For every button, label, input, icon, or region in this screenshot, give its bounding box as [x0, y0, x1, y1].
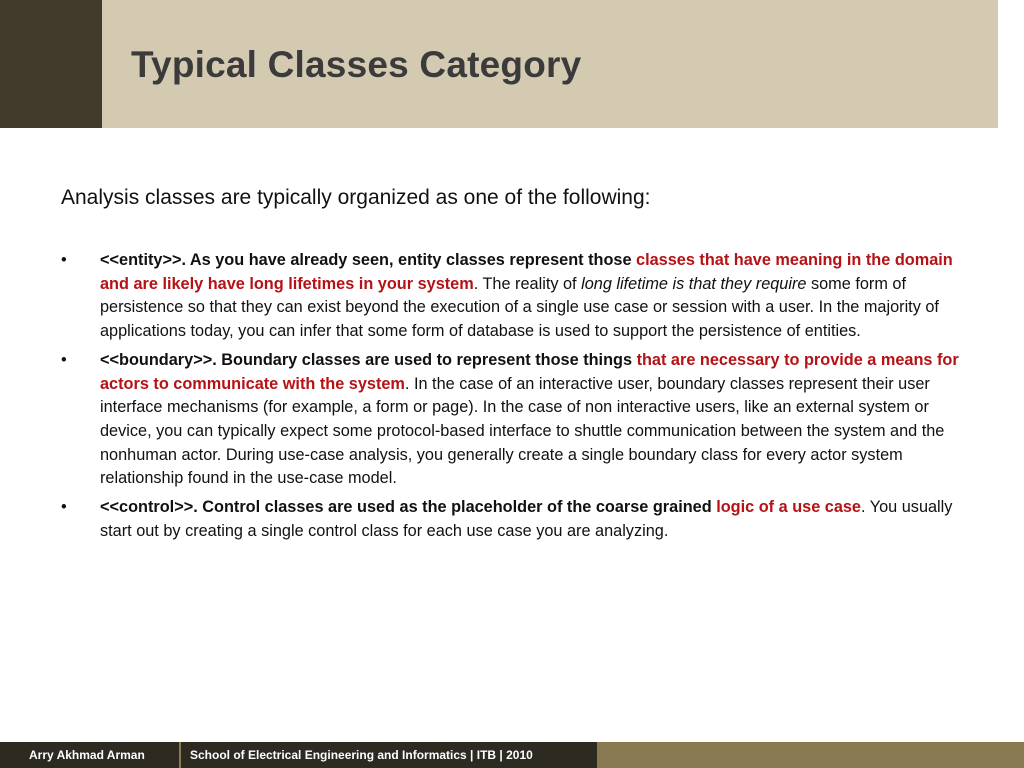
footer	[0, 742, 1024, 768]
bullet-boundary	[61, 349, 971, 491]
bullet-list	[61, 249, 971, 548]
title-band-accent	[0, 0, 102, 128]
bullet-highlight: classes that have meaning in the domain and are likely have long lifetimes in your system	[100, 251, 953, 293]
bullet-control	[61, 496, 971, 543]
bullet-tail: . You usually start out by creating a single control class for each use case you are analyzing.	[100, 498, 953, 540]
bullet-lead: <<entity>>. As you have already seen, entity classes represent those	[100, 251, 637, 269]
footer-school: School of Electrical Engineering and Informatics | ITB | 2010	[181, 742, 597, 768]
bullet-lead: <<boundary>>. Boundary classes are used to represent those things	[100, 350, 637, 369]
slide-title: Typical Classes Category	[131, 44, 582, 85]
bullet-tail: . In the case of an interactive user, boundary classes represent their user interface mechanisms (for example, a form or page). In the case of non interactive users, like an external system or device, you can typically expect some protocol-based interface to shuttle communication between the system and the nonhuman actor. During use-case analysis, you generally create a single boundary class for every actor system relationship found in the use-case model.	[100, 374, 945, 488]
bullet-lead: <<control>>. Control classes are used as the placeholder of the coarse grained	[100, 498, 717, 517]
footer-author: Arry Akhmad Arman	[0, 742, 179, 768]
bullet-tail: some form of persistence so that they can exist beyond the execution of a single use case or session with a user. In the majority of applications today, you can infer that some form of database is used to support the persistence of entities.	[100, 274, 939, 341]
bullet-italic: long lifetime is that they require	[581, 274, 807, 293]
bullet-highlight: that are necessary to provide a means for actors to communicate with the system	[100, 350, 959, 393]
bullet-marker: •	[61, 498, 67, 517]
bullet-after: . The reality of	[473, 274, 582, 293]
bullet-highlight: logic of a use case	[716, 498, 861, 517]
intro-text: Analysis classes are typically organized as one of the following:	[61, 186, 651, 209]
bullet-marker: •	[61, 350, 67, 369]
footer-accent-bar	[597, 742, 1024, 768]
bullet-marker: •	[61, 251, 67, 269]
bullet-entity	[61, 249, 971, 344]
